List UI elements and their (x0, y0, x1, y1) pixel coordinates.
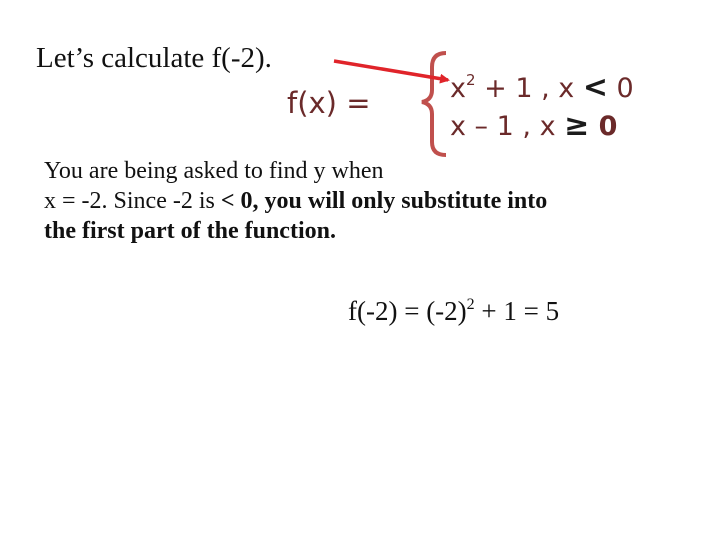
explanation-line-1: You are being asked to find y when (44, 158, 384, 184)
piece-one-rest: + 1 , x (475, 73, 583, 104)
explanation-line-2-normal: x = -2. Since -2 is (44, 188, 221, 214)
piece-one-value: 0 (607, 73, 634, 104)
result-exponent: 2 (466, 296, 475, 313)
greater-equal-symbol: ≥ (564, 108, 590, 143)
piece-one-exponent: 2 (465, 71, 476, 89)
function-label: f(x) = (287, 86, 371, 120)
explanation-less-than-symbol: < (220, 188, 235, 214)
explanation-line-3: the first part of the function. (44, 218, 336, 244)
intro-text: Let’s calculate f(-2). (36, 42, 272, 74)
piece-two-expr: x – 1 , x (450, 111, 565, 142)
piece-one-base: x (450, 73, 466, 104)
explanation-line-2-bold: 0, you will only substitute into (234, 188, 548, 214)
left-brace (422, 53, 446, 155)
result-left: f(-2) = (-2) (348, 296, 467, 326)
less-than-symbol: < (582, 70, 608, 105)
piece-two-value: 0 (589, 111, 618, 142)
result-right: + 1 = 5 (474, 296, 560, 326)
